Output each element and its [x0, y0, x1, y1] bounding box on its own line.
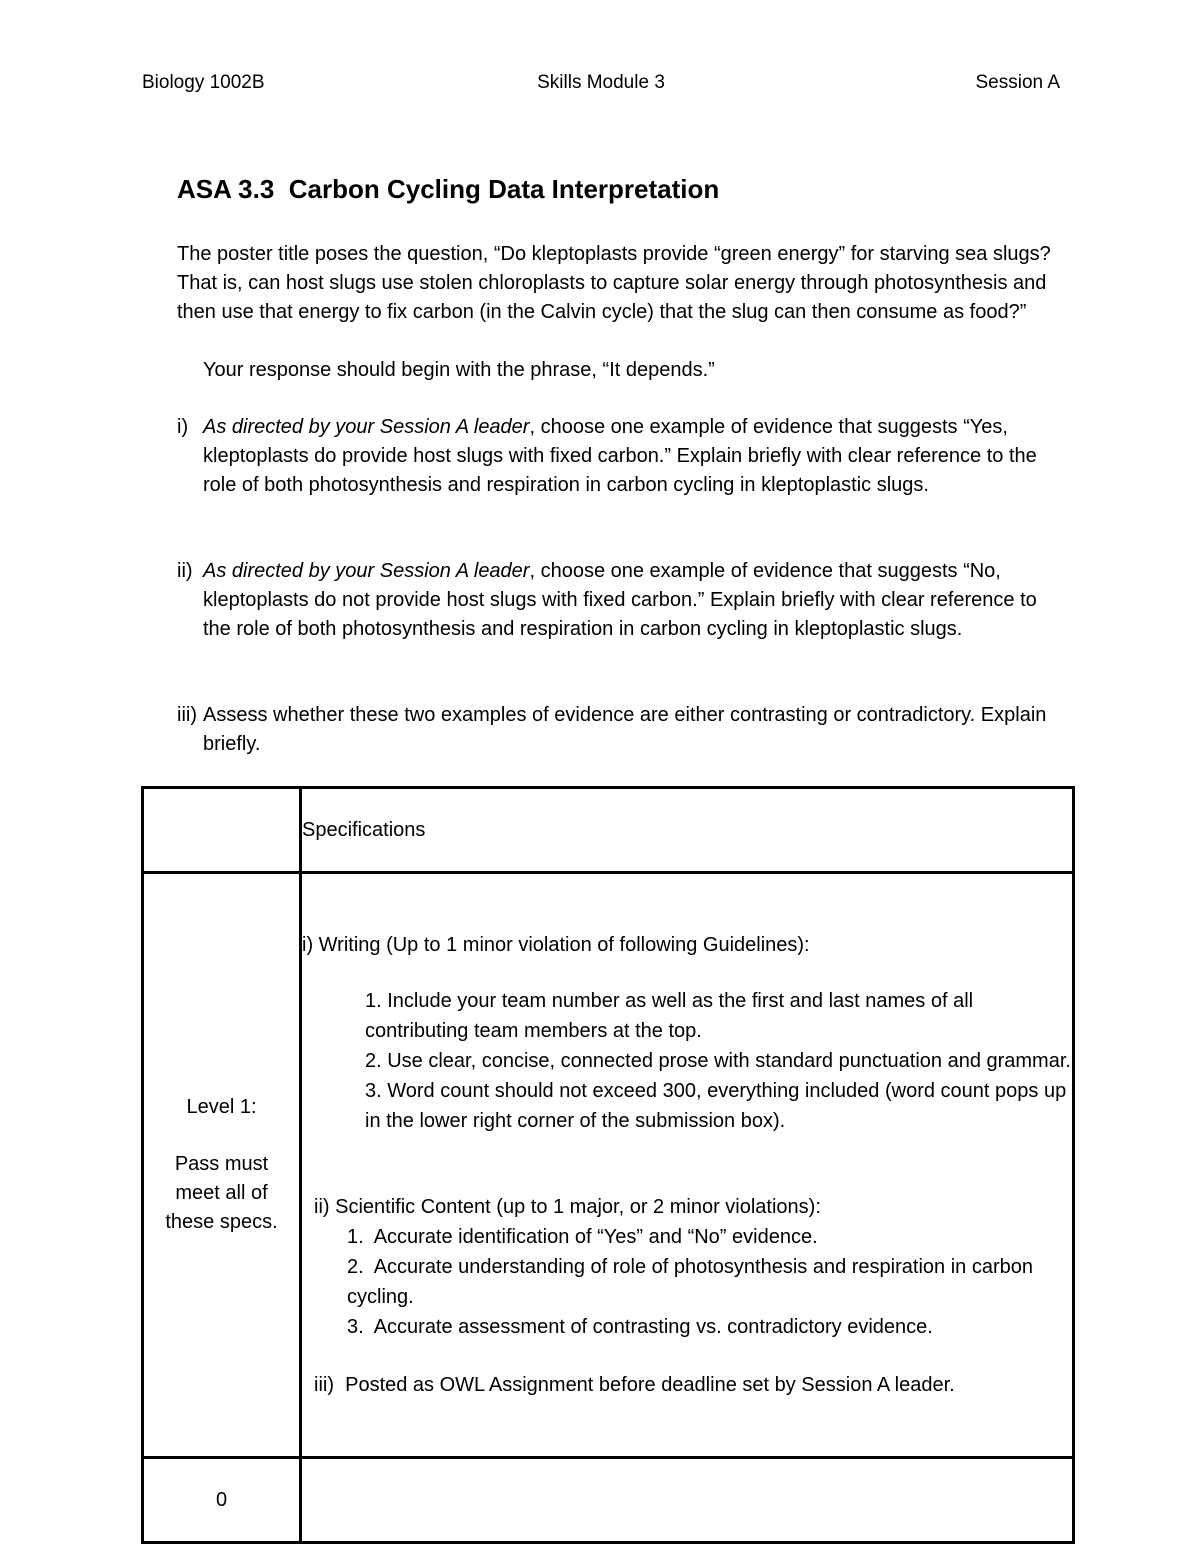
page-header	[142, 72, 1060, 98]
writing-list	[365, 986, 1072, 1136]
rubric-header-specifications: Specifications	[301, 788, 1074, 873]
question-2-body: , choose one example of evidence that suggests “No, kleptoplasts do not provide host slugs with fixed carbon.” Explain briefly with clear reference to the role of both photosynthesis and respiration in carbon cycling in kleptoplastic slugs.	[203, 560, 1037, 640]
science-item: 3. Accurate assessment of contrasting vs. contradictory evidence.	[347, 1316, 933, 1338]
level-description: Pass must meet all of these specs.	[165, 1153, 278, 1233]
science-heading: ii) Scientific Content (up to 1 major, or 2 minor violations):	[314, 1196, 821, 1218]
intro-instruction: Your response should begin with the phrase, “It depends.”	[203, 359, 715, 381]
question-1-number: i)	[177, 416, 189, 438]
rubric-table	[141, 786, 1075, 1544]
science-item: 1. Accurate identification of “Yes” and “No” evidence.	[347, 1226, 818, 1248]
header-session: Session A	[975, 72, 1060, 93]
question-1-body: , choose one example of evidence that suggests “Yes, kleptoplasts do provide host slugs with fixed carbon.” Explain briefly with clear reference to the role of both photosynthesis and respiration in carbon cycling in kleptoplastic slugs.	[203, 416, 1037, 496]
posted-requirement: iii) Posted as OWL Assignment before deadline set by Session A leader.	[314, 1374, 955, 1396]
level-title: Level 1:	[186, 1096, 257, 1118]
question-3-text: Assess whether these two examples of evidence are either contrasting or contradictory. Explain briefly.	[203, 704, 1047, 755]
rubric-level-cell	[143, 873, 301, 1458]
question-2	[177, 557, 1067, 644]
writing-heading: i) Writing (Up to 1 minor violation of following Guidelines):	[302, 934, 810, 956]
writing-item: 1. Include your team number as well as the first and last names of all contributing team members at the top.	[365, 990, 974, 1042]
intro-paragraph: The poster title poses the question, “Do kleptoplasts provide “green energy” for starving sea slugs? That is, can host slugs use stolen chloroplasts to capture solar energy through photosynthesis and then use that energy to fix carbon (in the Calvin cycle) that the slug can then consume as food?”	[177, 243, 1051, 323]
rubric-header-blank	[143, 788, 301, 873]
writing-item: 3. Word count should not exceed 300, everything included (word count pops up in the lower right corner of the submission box).	[365, 1080, 1067, 1132]
writing-item: 2. Use clear, concise, connected prose with standard punctuation and grammar.	[365, 1050, 1071, 1072]
rubric-specs-cell	[301, 873, 1074, 1458]
question-1	[177, 413, 1067, 500]
question-2-text	[203, 557, 1067, 644]
page-title: ASA 3.3 Carbon Cycling Data Interpretation	[177, 174, 720, 204]
rubric-header-row	[143, 788, 1074, 873]
science-list	[347, 1222, 1072, 1342]
question-1-lead: As directed by your Session A leader	[203, 416, 530, 438]
rubric-zero-label: 0	[143, 1458, 301, 1543]
header-module: Skills Module 3	[537, 72, 665, 93]
question-3	[177, 701, 1067, 759]
question-2-lead: As directed by your Session A leader	[203, 560, 530, 582]
question-2-number: ii)	[177, 560, 193, 582]
question-3-number: iii)	[177, 704, 197, 726]
header-course: Biology 1002B	[142, 72, 265, 93]
rubric-zero-specs	[301, 1458, 1074, 1543]
question-1-text	[203, 413, 1067, 500]
rubric-level-1-row	[143, 873, 1074, 1458]
rubric-level-0-row	[143, 1458, 1074, 1543]
science-item: 2. Accurate understanding of role of photosynthesis and respiration in carbon cycling.	[347, 1256, 1039, 1308]
